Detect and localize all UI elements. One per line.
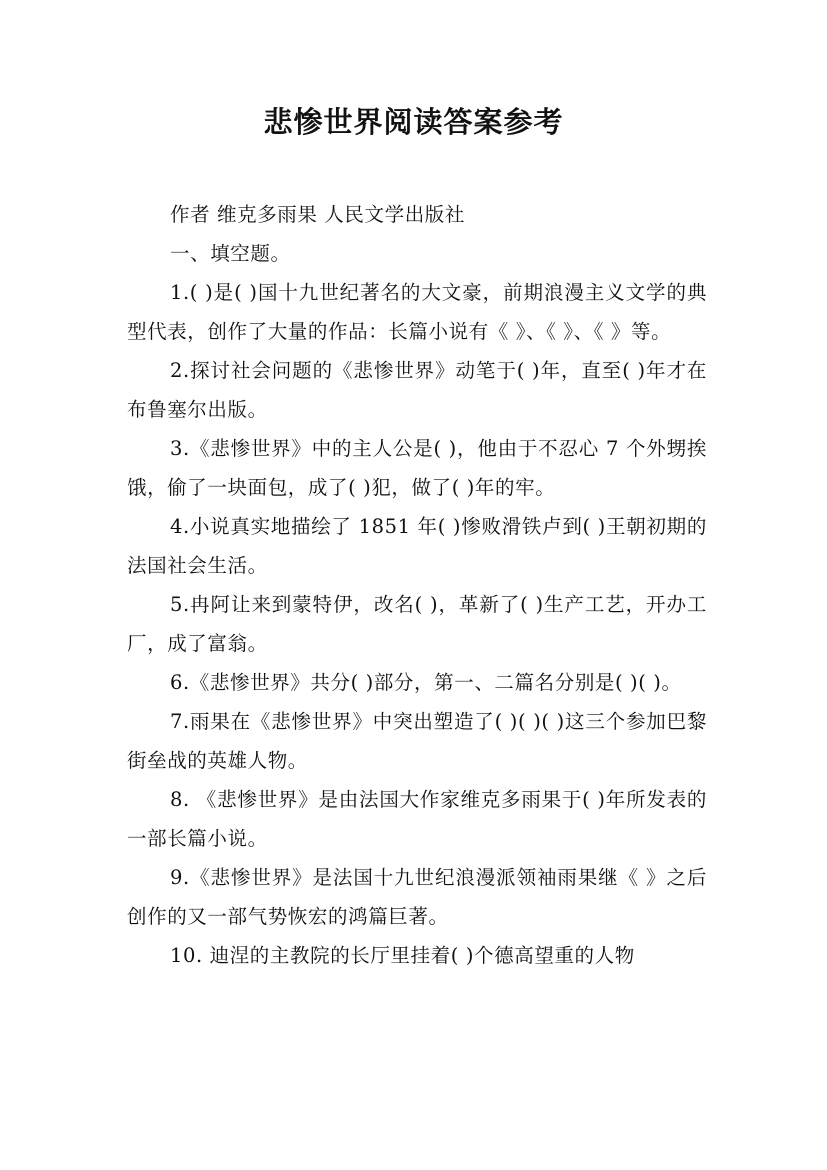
question-8: 8. 《悲惨世界》是由法国大作家维克多雨果于( )年所发表的一部长篇小说。 — [127, 788, 707, 850]
question-3: 3.《悲惨世界》中的主人公是( )，他由于不忍心 7 个外甥挨饿，偷了一块面包，成了( )犯，做了( )年的牢。 — [127, 437, 707, 499]
section-heading: 一、填空题。 — [170, 242, 291, 265]
document-body — [127, 195, 707, 975]
question-9: 9.《悲惨世界》是法国十九世纪浪漫派领袖雨果继《 》之后创作的又一部气势恢宏的鸿篇巨著。 — [127, 866, 707, 928]
document-title: 悲惨世界阅读答案参考 — [263, 105, 564, 139]
question-7: 7.雨果在《悲惨世界》中突出塑造了( )( )( )这三个参加巴黎街垒战的英雄人物。 — [127, 710, 707, 772]
question-6: 6.《悲惨世界》共分( )部分，第一、二篇名分别是( )( )。 — [170, 671, 682, 694]
question-2: 2.探讨社会问题的《悲惨世界》动笔于( )年，直至( )年才在布鲁塞尔出版。 — [127, 359, 707, 421]
question-4: 4.小说真实地描绘了 1851 年( )惨败滑铁卢到( )王朝初期的法国社会生活。 — [127, 515, 707, 577]
question-5: 5.冉阿让来到蒙特伊，改名( )，革新了( )生产工艺，开办工厂，成了富翁。 — [127, 593, 707, 655]
question-1: 1.( )是( )国十九世纪著名的大文豪，前期浪漫主义文学的典型代表，创作了大量的作品：长篇小说有《 》、《 》、《 》等。 — [127, 281, 707, 343]
question-10: 10. 迪涅的主教院的长厅里挂着( )个德高望重的人物 — [170, 944, 635, 967]
author-line: 作者 维克多雨果 人民文学出版社 — [170, 203, 465, 226]
